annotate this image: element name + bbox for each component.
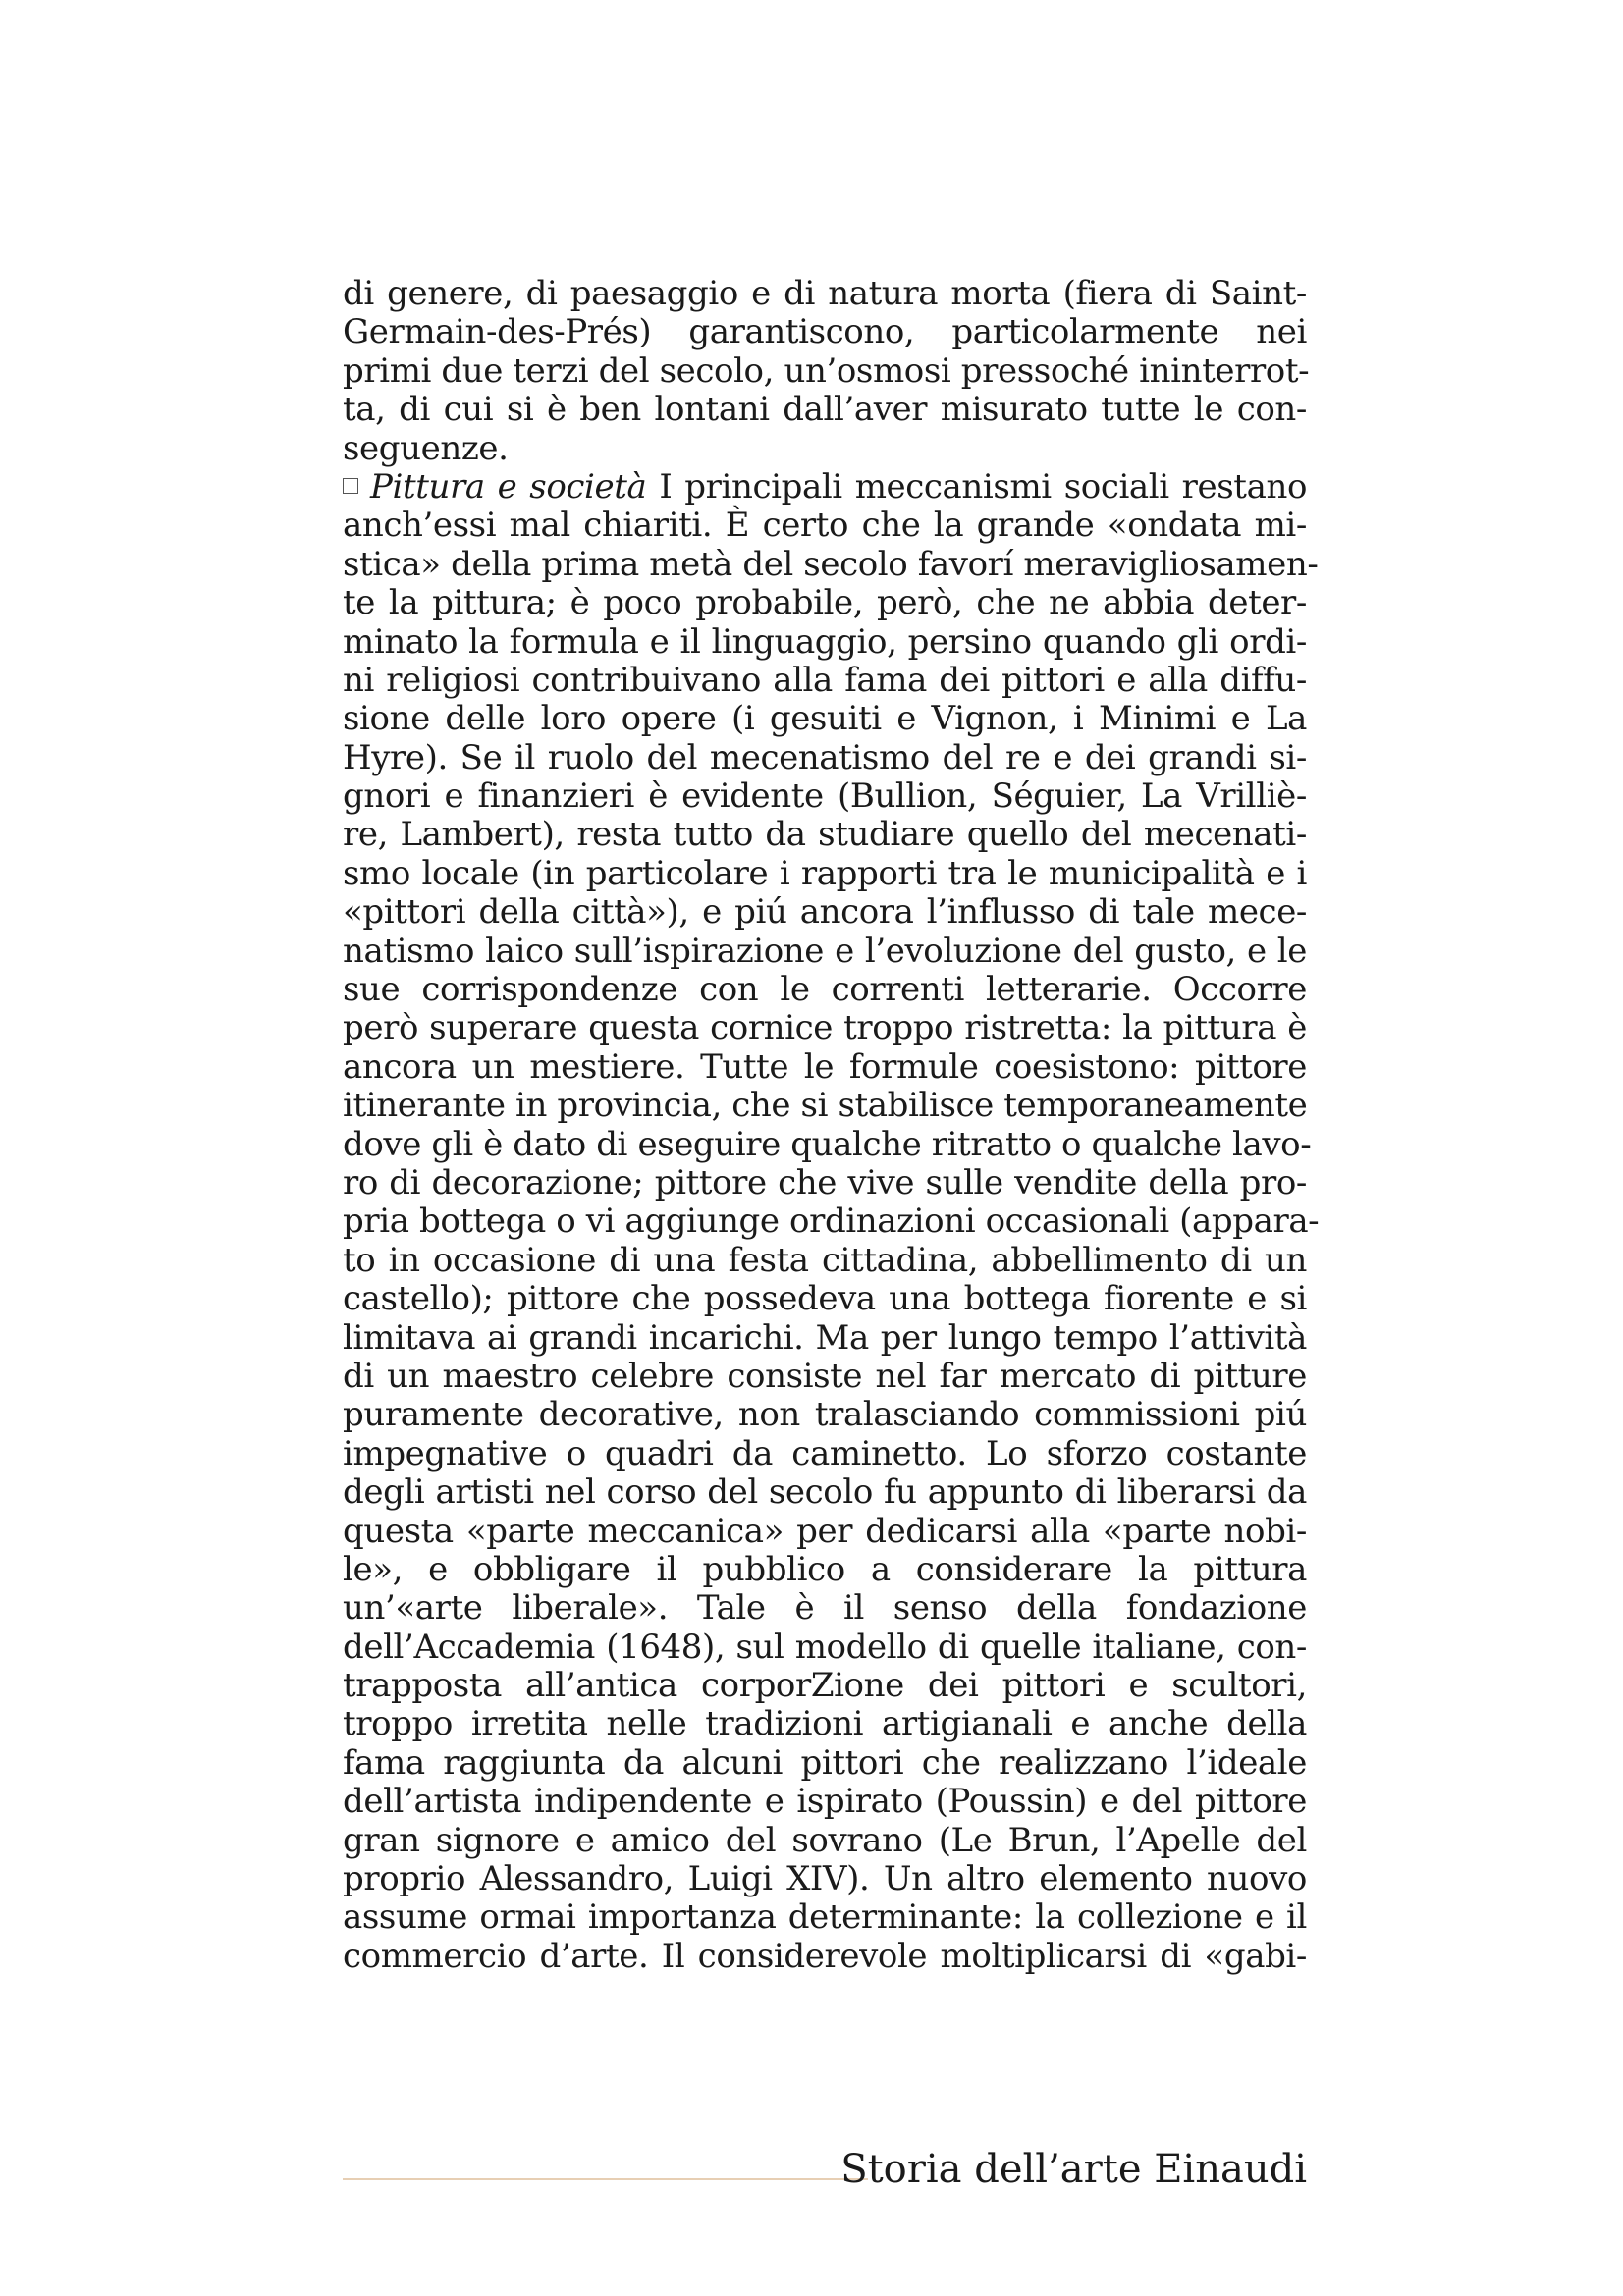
text-line: di genere, di paesaggio e di natura morta (fiera di Saint- (343, 274, 1307, 313)
text-line: però superare questa cornice troppo ristretta: la pittura è (343, 1008, 1307, 1048)
text-line: degli artisti nel corso del secolo fu appunto di liberarsi da (343, 1472, 1307, 1513)
text-line: ta, di cui si è ben lontani dall’aver misurato tutte le con- (343, 390, 1307, 430)
text-line: minato la formula e il linguaggio, persino quando gli ordi- (343, 621, 1307, 662)
page-footer (343, 2145, 1307, 2204)
footer-rule (343, 2178, 868, 2180)
text-line: pria bottega o vi aggiunge ordinazioni occasionali (appara- (343, 1201, 1320, 1242)
text-line: dell’Accademia (1648), sul modello di quelle italiane, con- (343, 1627, 1307, 1667)
text-line: anch’essi mal chiariti. È certo che la grande «ondata mi- (343, 506, 1307, 546)
text-line: itinerante in provincia, che si stabilisce temporaneamente (343, 1086, 1308, 1126)
text-line: troppo irretita nelle tradizioni artigianali e anche della (343, 1704, 1307, 1744)
section-marker-icon (343, 478, 358, 494)
text-line: puramente decorative, non tralasciando commissioni piú (343, 1395, 1307, 1435)
text-line: sione delle loro opere (i gesuiti e Vignon, i Minimi e La (343, 699, 1307, 739)
text-line: smo locale (in particolare i rapporti tra le municipalità e i (343, 853, 1307, 893)
section-heading-line (343, 468, 1307, 507)
text-line: ancora un mestiere. Tutte le formule coesistono: pittore (343, 1046, 1307, 1087)
text-line: di un maestro celebre consiste nel far mercato di pitture (343, 1356, 1307, 1396)
text-line: castello); pittore che possedeva una bottega fiorente e si (343, 1279, 1307, 1319)
text-line: stica» della prima metà del secolo favorí meravigliosamen- (343, 544, 1319, 584)
footer-publication-title: Storia dell’arte Einaudi (840, 2147, 1307, 2192)
text-line: «pittori della città»), e piú ancora l’influsso di tale mece- (343, 892, 1307, 933)
section-heading: Pittura e società (370, 466, 647, 507)
text-line: le», e obbligare il pubblico a considerare la pittura (343, 1549, 1307, 1589)
text-line: dove gli è dato di eseguire qualche ritratto o qualche lavo- (343, 1124, 1312, 1164)
text-line: impegnative o quadri da caminetto. Lo sforzo costante (343, 1433, 1307, 1473)
text-line: questa «parte meccanica» per dedicarsi alla «parte nobi- (343, 1511, 1307, 1551)
text-line: Germain-des-Prés) garantiscono, particolarmente nei (343, 312, 1307, 352)
text-line: to in occasione di una festa cittadina, abbellimento di un (343, 1240, 1307, 1280)
text-line: seguenze. (343, 428, 509, 468)
text-line: natismo laico sull’ispirazione e l’evoluzione del gusto, e le (343, 931, 1307, 971)
text-line: Hyre). Se il ruolo del mecenatismo del re e dei grandi si- (343, 737, 1307, 777)
text-line: proprio Alessandro, Luigi XIV). Un altro elemento nuovo (343, 1859, 1307, 1899)
text-line: gran signore e amico del sovrano (Le Brun, l’Apelle del (343, 1820, 1307, 1860)
text-line: dell’artista indipendente e ispirato (Poussin) e del pittore (343, 1782, 1307, 1822)
section-first-line-text: I principali meccanismi sociali restano (646, 466, 1308, 507)
text-line: sue corrispondenze con le correnti letterarie. Occorre (343, 970, 1307, 1010)
text-line: limitava ai grandi incarichi. Ma per lungo tempo l’attività (343, 1317, 1307, 1358)
article-body (343, 274, 1320, 1976)
section-body (343, 506, 1320, 1976)
text-line: commercio d’arte. Il considerevole moltiplicarsi di «gabi- (343, 1936, 1307, 1976)
text-line: re, Lambert), resta tutto da studiare quello del mecenati- (343, 815, 1307, 855)
text-line: ni religiosi contribuivano alla fama dei pittori e alla diffu- (343, 660, 1307, 700)
text-line: primi due terzi del secolo, un’osmosi pressoché ininterrot- (343, 350, 1310, 391)
text-line: fama raggiunta da alcuni pittori che realizzano l’ideale (343, 1742, 1307, 1783)
text-line: assume ormai importanza determinante: la collezione e il (343, 1897, 1307, 1938)
text-line: gnori e finanzieri è evidente (Bullion, Séguier, La Vrilliè- (343, 776, 1307, 817)
text-line: te la pittura; è poco probabile, però, che ne abbia deter- (343, 583, 1307, 623)
text-line: un’«arte liberale». Tale è il senso della fondazione (343, 1588, 1307, 1629)
text-line: ro di decorazione; pittore che vive sulle vendite della pro- (343, 1162, 1307, 1202)
text-line: trapposta all’antica corporZione dei pittori e scultori, (343, 1666, 1307, 1706)
